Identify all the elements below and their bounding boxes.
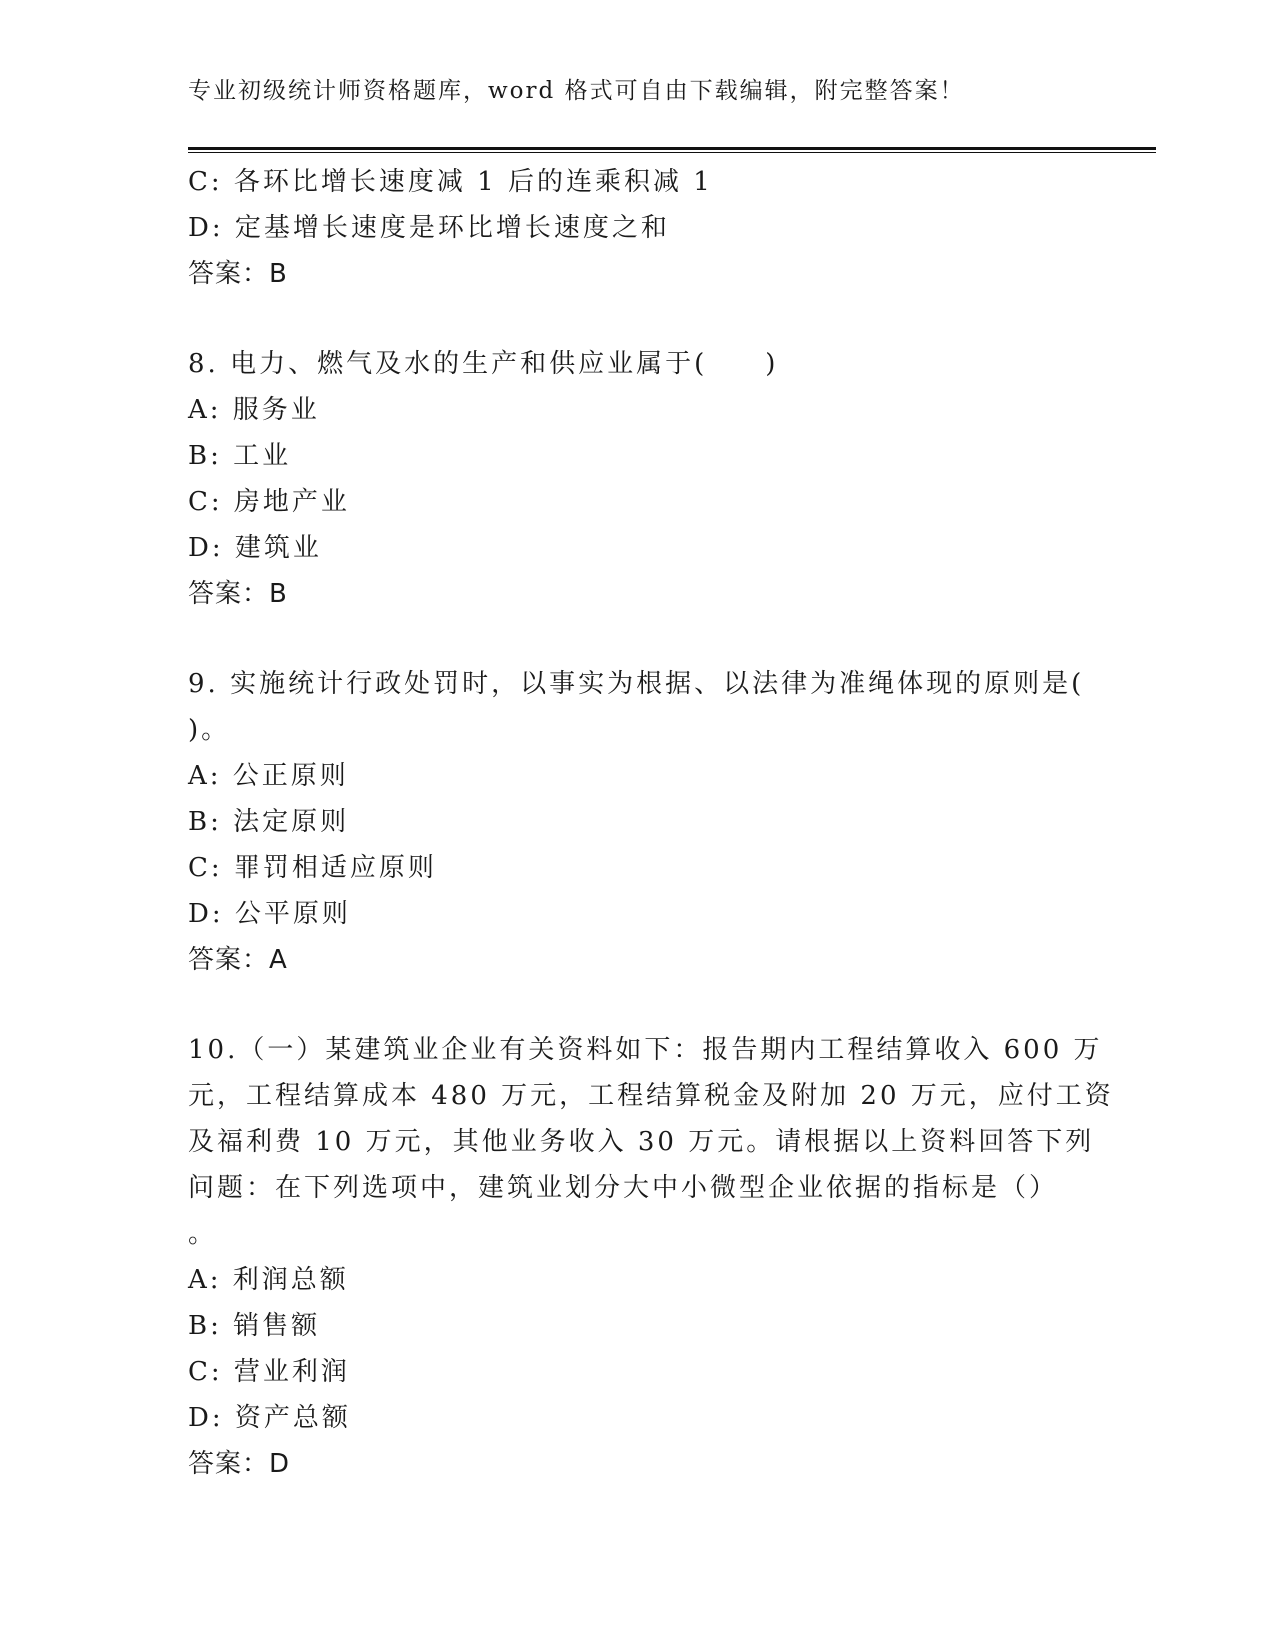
question-stem-line-1: 9. 实施统计行政处罚时，以事实为根据、以法律为准绳体现的原则是( [188,669,1085,699]
question-7-continued [188,159,1088,297]
option-d: D: 资产总额 [188,1403,351,1433]
option-c: C: 罪罚相适应原则 [188,853,437,883]
question-stem-line-2: )。 [188,715,231,745]
option-b: B: 销售额 [188,1311,321,1341]
answer-line: 答案：D [188,1449,291,1479]
option-d: D: 定基增长速度是环比增长速度之和 [188,213,670,243]
question-stem-line-1: 10.（一）某建筑业企业有关资料如下：报告期内工程结算收入 600 万 [188,1035,1103,1065]
option-c: C: 营业利润 [188,1357,350,1387]
option-c: C: 各环比增长速度减 1 后的连乘积减 1 [188,167,713,197]
header-rule-thick [188,147,1156,150]
question-9 [188,661,1088,983]
question-10 [188,1027,1114,1487]
option-a: A: 服务业 [188,395,320,425]
option-a: A: 利润总额 [188,1265,349,1295]
option-c: C: 房地产业 [188,487,350,517]
question-stem-line-2: 元，工程结算成本 480 万元，工程结算税金及附加 20 万元，应付工资 [188,1081,1114,1111]
question-stem: 8. 电力、燃气及水的生产和供应业属于( ) [188,349,779,379]
question-stem-line-5: 。 [188,1219,218,1249]
header-rule-thin [188,152,1156,153]
option-d: D: 建筑业 [188,533,322,563]
question-stem-line-4: 问题：在下列选项中，建筑业划分大中小微型企业依据的指标是（） [188,1173,1059,1203]
option-b: B: 法定原则 [188,807,350,837]
option-b: B: 工业 [188,441,292,471]
option-a: A: 公正原则 [188,761,349,791]
option-d: D: 公平原则 [188,899,351,929]
answer-line: 答案：B [188,579,288,609]
question-stem-line-3: 及福利费 10 万元，其他业务收入 30 万元。请根据以上资料回答下列 [188,1127,1095,1157]
document-content [188,159,1114,1487]
page-header: 专业初级统计师资格题库，word 格式可自由下载编辑，附完整答案！ [188,78,965,104]
answer-line: 答案：A [188,945,288,975]
answer-line: 答案：B [188,259,288,289]
question-8 [188,341,1088,617]
